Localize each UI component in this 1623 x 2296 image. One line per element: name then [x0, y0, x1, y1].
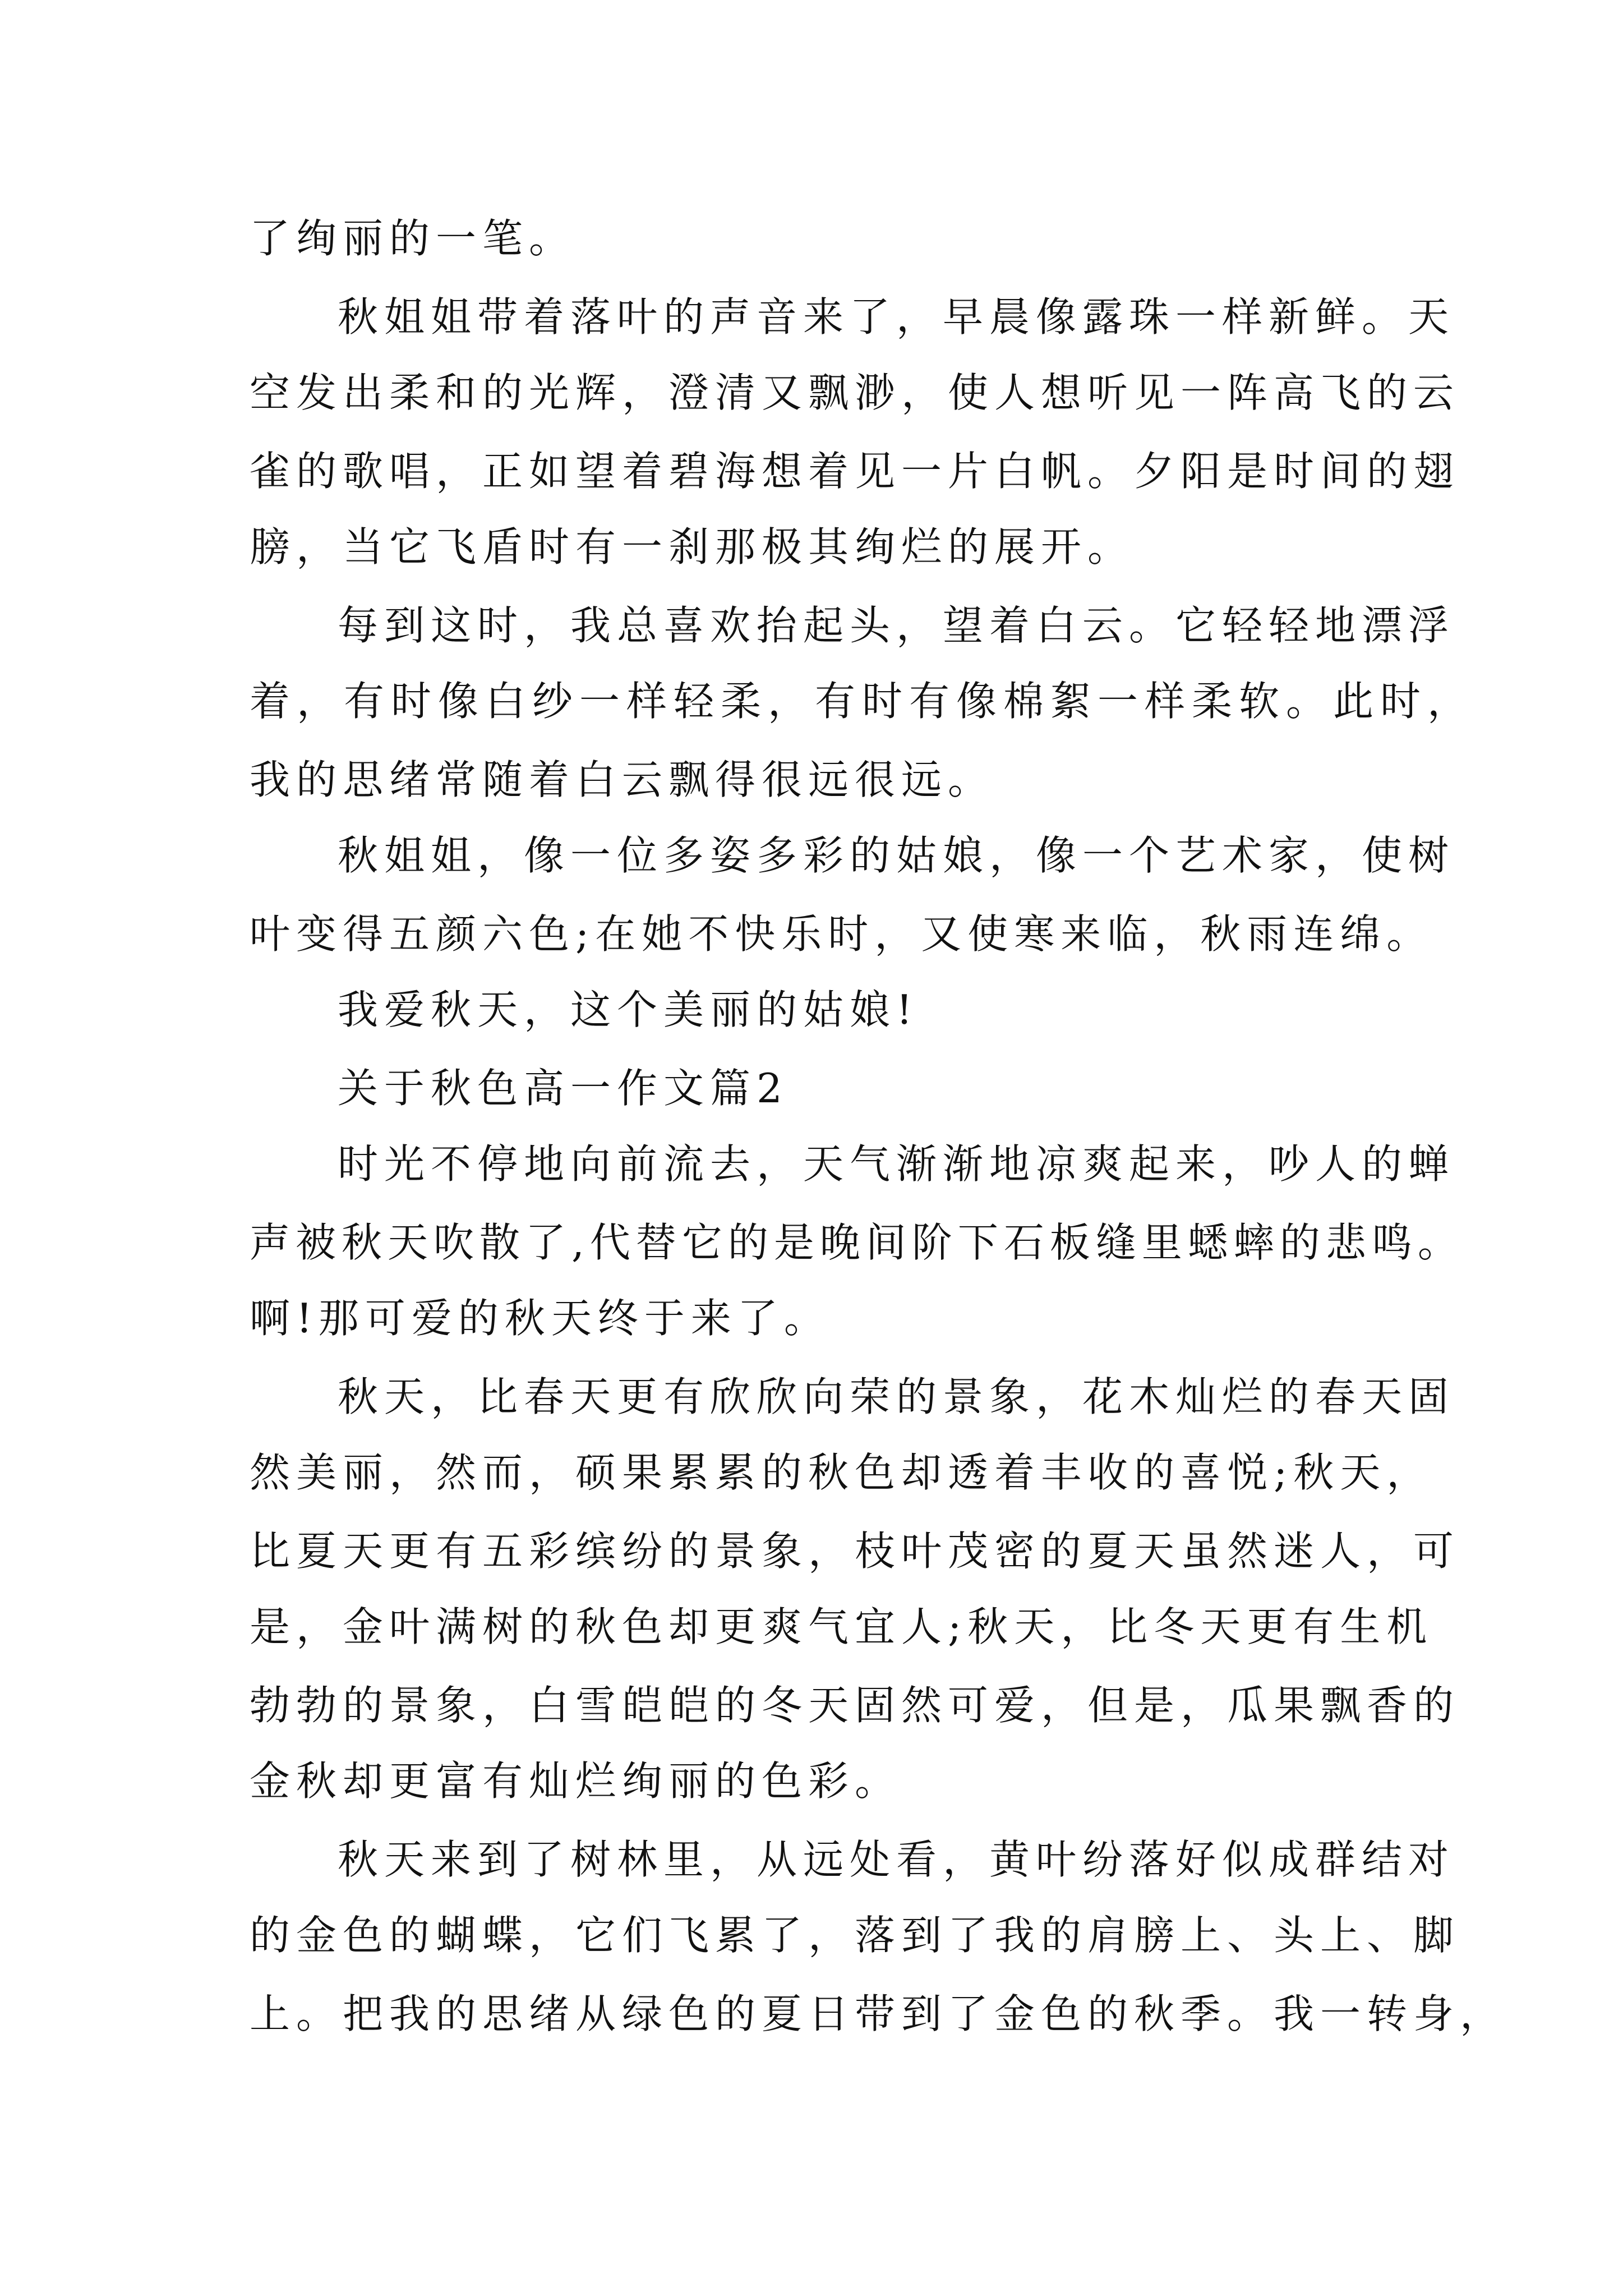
paragraph-line: 我的思绪常随着白云飘得很远很远。: [250, 756, 995, 803]
paragraph-line: 金秋却更富有灿烂绚丽的色彩。: [250, 1757, 902, 1805]
paragraph-line: 啊!那可爱的秋天终于来了。: [250, 1295, 831, 1342]
paragraph-line: 着，有时像白纱一样轻柔，有时有像棉絮一样柔软。此时，: [250, 678, 1475, 725]
paragraph-line: 比夏天更有五彩缤纷的景象，枝叶茂密的夏天虽然迷人，可: [250, 1527, 1460, 1575]
paragraph-line: 声被秋天吹散了,代替它的是晚间阶下石板缝里蟋蟀的悲鸣。: [250, 1219, 1464, 1266]
paragraph-line: 是，金叶满树的秋色却更爽气宜人;秋天，比冬天更有生机: [250, 1603, 1433, 1650]
paragraph-line: 了绚丽的一笔。: [250, 215, 576, 262]
paragraph-line: 空发出柔和的光辉，澄清又飘渺，使人想听见一阵高飞的云: [250, 369, 1460, 416]
paragraph-line: 每到这时，我总喜欢抬起头，望着白云。它轻轻地漂浮: [338, 602, 1455, 649]
paragraph-line: 勃勃的景象，白雪皑皑的冬天固然可爱，但是，瓜果飘香的: [250, 1682, 1460, 1729]
paragraph-line: 上。把我的思绪从绿色的夏日带到了金色的秋季。我一转身，: [250, 1990, 1507, 2037]
paragraph-line: 雀的歌唱，正如望着碧海想着见一片白帆。夕阳是时间的翅: [250, 448, 1460, 495]
paragraph-line: 我爱秋天，这个美丽的姑娘!: [338, 986, 919, 1033]
paragraph-line: 叶变得五颜六色;在她不快乐时，又使寒来临，秋雨连绵。: [250, 910, 1433, 958]
paragraph-line: 秋天来到了树林里，从远处看，黄叶纷落好似成群结对: [338, 1836, 1455, 1883]
paragraph-line: 的金色的蝴蝶，它们飞累了，落到了我的肩膀上、头上、脚: [250, 1912, 1460, 1959]
paragraph-line: 秋姐姐带着落叶的声音来了，早晨像露珠一样新鲜。天: [338, 293, 1455, 341]
section-heading: 关于秋色高一作文篇2: [338, 1065, 789, 1112]
paragraph-line: 秋天，比春天更有欣欣向荣的景象，花木灿烂的春天固: [338, 1373, 1455, 1420]
paragraph-line: 时光不停地向前流去，天气渐渐地凉爽起来，吵人的蝉: [338, 1140, 1455, 1188]
paragraph-line: 然美丽，然而，硕果累累的秋色却透着丰收的喜悦;秋天，: [250, 1449, 1433, 1496]
paragraph-line: 秋姐姐，像一位多姿多彩的姑娘，像一个艺术家，使树: [338, 832, 1455, 879]
paragraph-line: 膀，当它飞盾时有一刹那极其绚烂的展开。: [250, 523, 1135, 570]
